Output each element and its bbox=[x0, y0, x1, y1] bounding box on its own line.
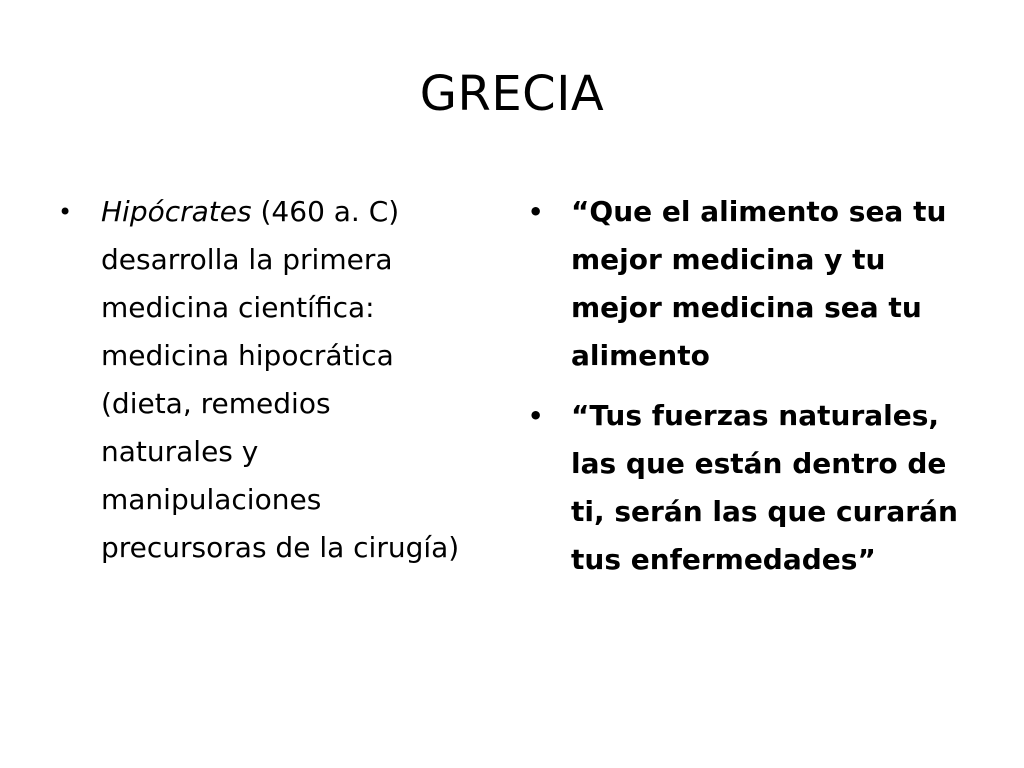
quote-natural-forces: “Tus fuerzas naturales, las que están dentro de ti, serán las que curarán tus enfermedades” bbox=[571, 399, 958, 576]
right-bullet-item-quote-2 bbox=[522, 392, 972, 584]
left-bullet-list bbox=[52, 188, 462, 572]
quote-food-medicine: “Que el alimento sea tu mejor medicina y tu mejor medicina sea tu alimento bbox=[571, 195, 947, 372]
right-bullet-list bbox=[522, 188, 972, 584]
bullet-dot: • bbox=[528, 198, 544, 226]
bullet-dot: • bbox=[58, 198, 73, 226]
bullet-dot: • bbox=[528, 402, 544, 430]
slide-title: GRECIA bbox=[419, 66, 605, 122]
hippocrates-name: Hipócrates bbox=[101, 195, 252, 228]
hippocrates-description: (460 a. C) desarrolla la primera medicina científica: medicina hipocrática (dieta, remedios naturales y manipulaciones precursoras de la cirugía) bbox=[101, 195, 460, 564]
right-bullet-item-quote-1 bbox=[522, 188, 972, 380]
left-bullet-item bbox=[52, 188, 462, 572]
